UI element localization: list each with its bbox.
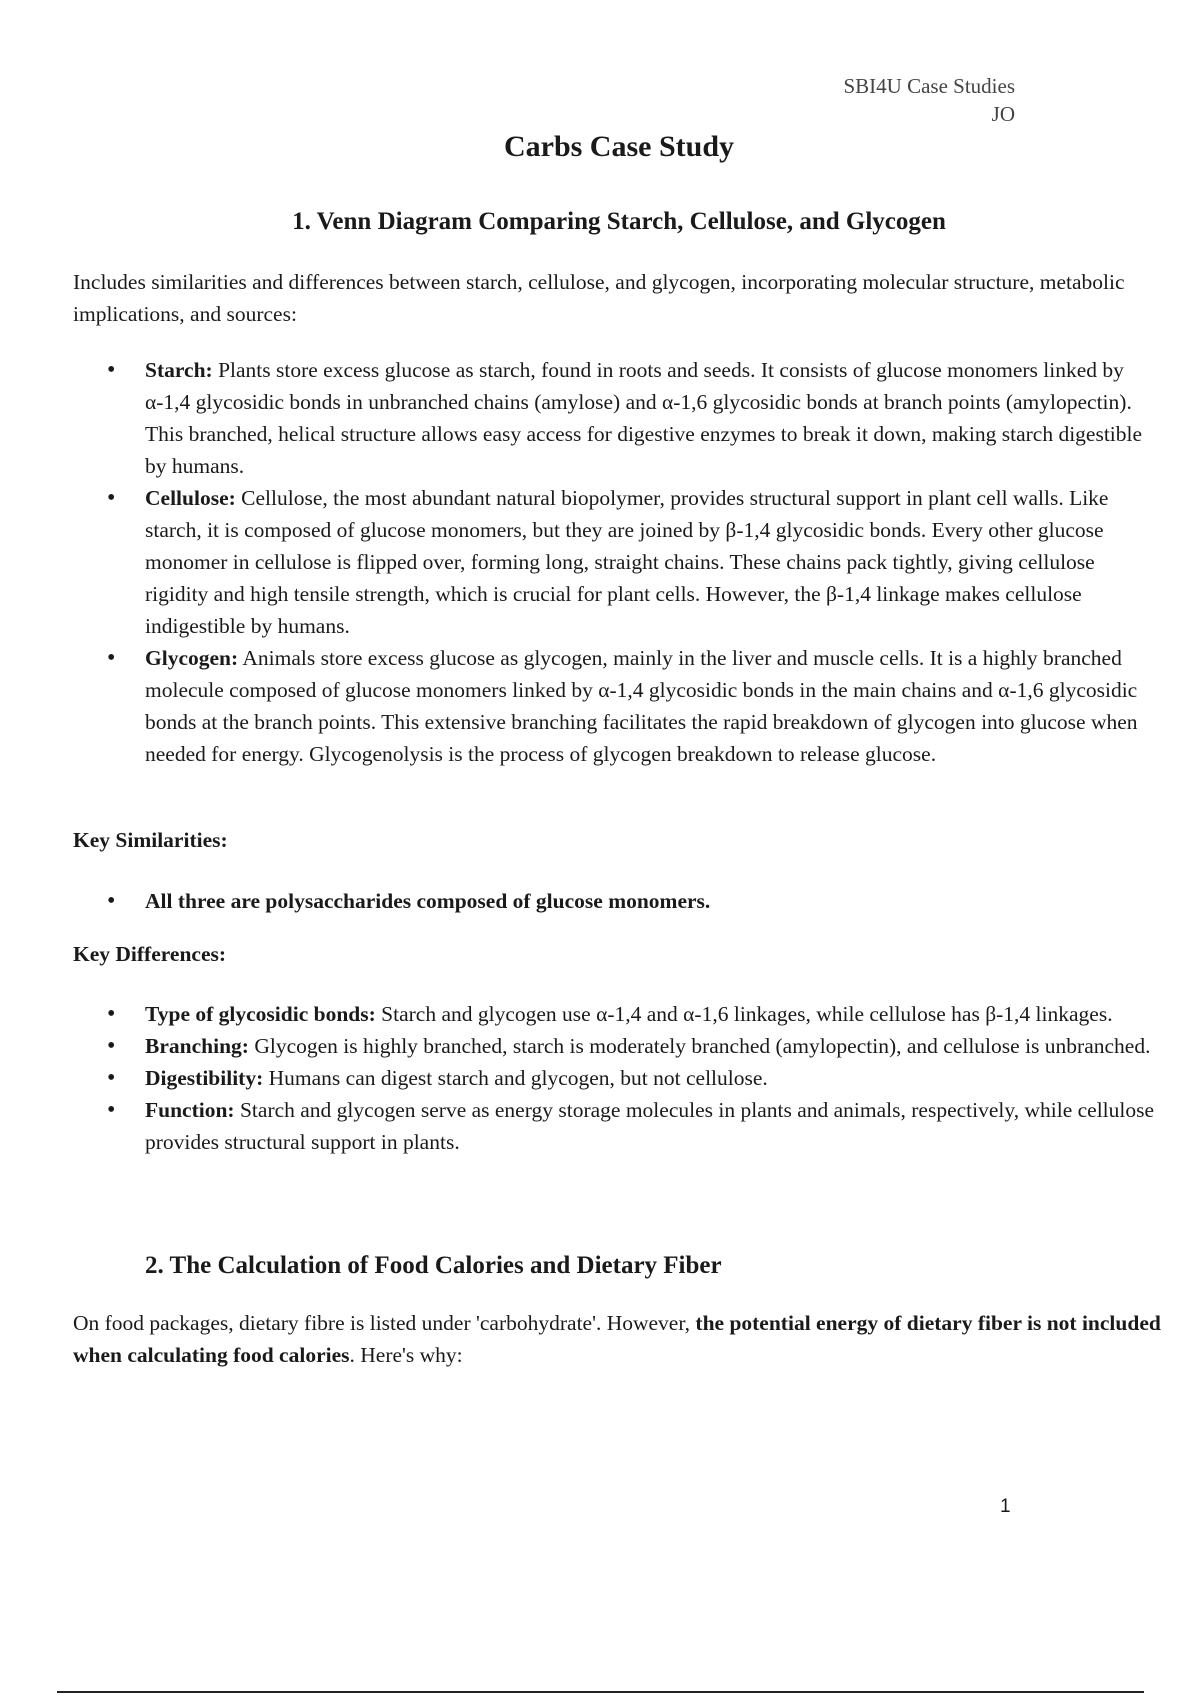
- list-item-text: Animals store excess glucose as glycogen, mainly in the liver and muscle cells. It is a highly branched molecule composed of glucose monomers linked by α-1,4 glycosidic bonds in the main chains and α-1,6 glycosidic bonds at the branch points. This extensive branching facilitates the rapid breakdown of glycogen into glucose when needed for energy. Glycogenolysis is the process of glycogen breakdown to release glucose.: [145, 646, 1138, 766]
- list-item-cellulose: [73, 482, 1163, 642]
- list-item-glycogen: [73, 642, 1163, 770]
- section-1-intro: Includes similarities and differences between starch, cellulose, and glycogen, incorporating molecular structure, metabolic implications, and sources:: [73, 270, 1125, 326]
- list-item-bond-type: [73, 998, 1163, 1030]
- paragraph-text-end: . Here's why:: [349, 1343, 463, 1367]
- similarity-text: All three are polysaccharides composed of glucose monomers.: [145, 889, 711, 913]
- section-2-paragraph: [73, 1307, 1163, 1371]
- section-1-heading: 1. Venn Diagram Comparing Starch, Cellulose, and Glycogen: [292, 208, 946, 235]
- list-item-term: Cellulose:: [145, 486, 236, 510]
- list-item-text: Glycogen is highly branched, starch is moderately branched (amylopectin), and cellulose is unbranched.: [248, 1034, 1151, 1058]
- document-title: Carbs Case Study: [503, 130, 735, 163]
- list-item-function: [73, 1094, 1163, 1158]
- list-item-branching: [73, 1030, 1163, 1062]
- list-item: [73, 885, 1163, 917]
- list-item-term: Type of glycosidic bonds:: [145, 1002, 376, 1026]
- list-item-digestibility: [73, 1062, 1163, 1094]
- author-initials: JO: [991, 102, 1015, 126]
- list-item-term: Branching:: [145, 1034, 249, 1058]
- key-similarities-label: Key Similarities:: [73, 828, 228, 852]
- paragraph-text: On food packages, dietary fibre is listed under 'carbohydrate'. However,: [73, 1311, 696, 1335]
- differences-list: [73, 998, 1163, 1158]
- list-item-starch: [73, 354, 1163, 482]
- list-item-term: Function:: [145, 1098, 235, 1122]
- section-2-heading: 2. The Calculation of Food Calories and Dietary Fiber: [145, 1252, 722, 1279]
- list-item-text: Plants store excess glucose as starch, found in roots and seeds. It consists of glucose monomers linked by α-1,4 glycosidic bonds in unbranched chains (amylose) and α-1,6 glycosidic bonds at branch points (amylopectin). This branched, helical structure allows easy access for digestive enzymes to break it down, making starch digestible by humans.: [145, 358, 1143, 478]
- key-differences-label: Key Differences:: [73, 942, 227, 966]
- list-item-text: Starch and glycogen serve as energy storage molecules in plants and animals, respectively, while cellulose provides structural support in plants.: [145, 1098, 1155, 1154]
- list-item-text: Starch and glycogen use α-1,4 and α-1,6 linkages, while cellulose has β-1,4 linkages.: [375, 1002, 1113, 1026]
- list-item-text: Humans can digest starch and glycogen, but not cellulose.: [263, 1066, 768, 1090]
- page-bottom-divider: [57, 1691, 1144, 1693]
- list-item-term: Glycogen:: [145, 646, 239, 670]
- similarities-list: [73, 885, 1163, 917]
- polysaccharide-list: [73, 354, 1163, 770]
- list-item-term: Starch:: [145, 358, 213, 382]
- list-item-text: Cellulose, the most abundant natural biopolymer, provides structural support in plant cell walls. Like starch, it is composed of glucose monomers, but they are joined by β-1,4 glycosidic bonds. Every other glucose monomer in cellulose is flipped over, forming long, straight chains. These chains pack tightly, giving cellulose rigidity and high tensile strength, which is crucial for plant cells. However, the β-1,4 linkage makes cellulose indigestible by humans.: [145, 486, 1109, 638]
- course-label: SBI4U Case Studies: [843, 74, 1015, 98]
- page-number: 1: [1000, 1496, 1011, 1517]
- list-item-term: Digestibility:: [145, 1066, 264, 1090]
- paragraph-emphasis: the potential energy of dietary fiber is not included when calculating food calories: [73, 1311, 1161, 1367]
- page-header: [843, 72, 1015, 128]
